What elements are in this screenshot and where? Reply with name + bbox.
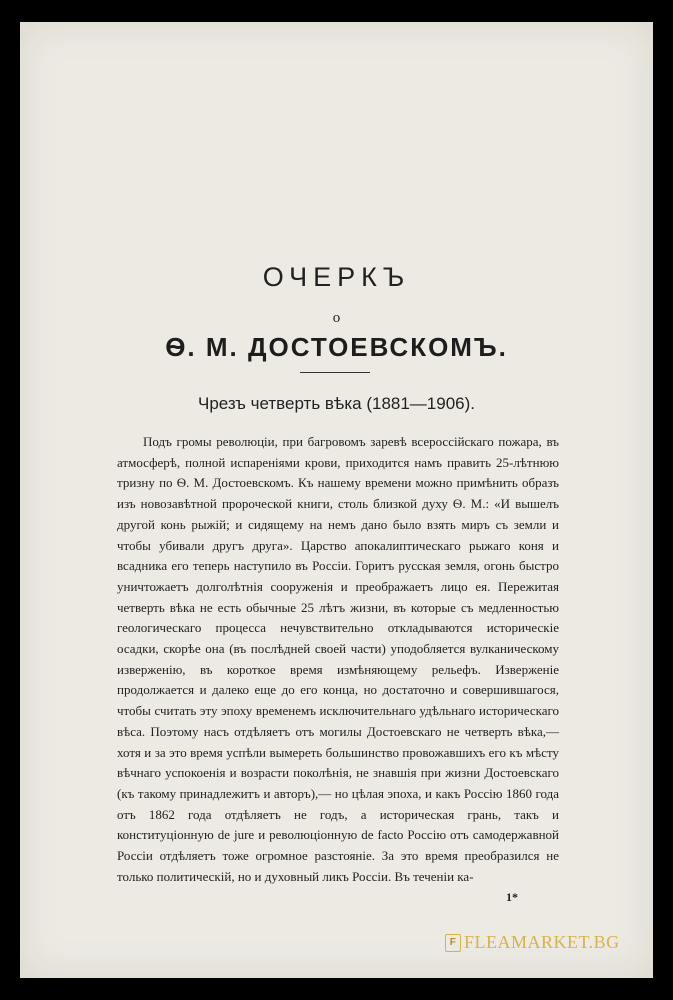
- watermark-logo-icon: F: [445, 934, 461, 952]
- document-title: ОЧЕРКЪ: [262, 262, 411, 292]
- signature-mark: 1*: [506, 890, 518, 904]
- document-subtitle: Чрезъ четверть вѣка (1881—1906).: [197, 394, 476, 413]
- title-subject-name: Ѳ. М. ДОСТОЕВСКОМЪ.: [165, 332, 508, 362]
- document-page: [20, 22, 653, 978]
- title-preposition: о: [332, 310, 341, 326]
- body-paragraph: Подъ громы революціи, при багровомъ заревѣ всероссійскаго пожара, въ атмосферѣ, полной испареніями крови, приходится намъ править 25-лѣтнюю тризну по Ѳ. М. Достоевскомъ. Къ нашему времени можно примѣнить образъ изъ новозавѣтной пророческой книги, столь близкой духу Ѳ. М.: «И вышелъ другой конь рыжій; и сидящему на немъ дано было взять миръ съ земли и чтобы убивали другъ друга». Царство апокалиптическаго рыжаго коня и всадника его теперь наступило въ Россіи. Горитъ русская земля, огонь быстро уничтожаетъ долголѣтнія сооруженія и преображаетъ лицо ея. Пережитая четверть вѣка не есть обычные 25 лѣтъ жизни, въ которые съ медленностью геологическаго процесса нечувствительно откладываются историческіе осадки, скорѣе она (въ послѣдней своей части) уподобляется вулканическому изверженію, въ короткое время измѣняющему рельефъ. Изверженіе продолжается и далеко еще до его конца, но достаточно и совершившагося, чтобы считать эту эпоху временемъ исключительнаго удѣльнаго историческаго вѣса. Поэтому насъ отдѣляетъ отъ могилы Достоевскаго не четверть вѣка,— хотя и за это время успѣли вымереть большинство провожавшихъ его къ мѣсту вѣчнаго успокоенія и возрасти поколѣнія, не знавшія при жизни Достоевскаго (къ такому принадлежитъ и авторъ),— но цѣлая эпоха, и какъ Россію 1860 года отъ 1862 года отдѣляетъ не годъ, а историческая грань, такъ и конституціонную de jure и революціонную de facto Россію отъ самодержавной Россіи отдѣляетъ тоже огромное разстояніе. За это время преобразился не только политическій, но и духовный ликъ Россіи. Въ теченіи ка-: [117, 434, 559, 884]
- watermark-text: FLEAMARKET.BG: [464, 932, 620, 952]
- watermark: [445, 932, 620, 953]
- title-divider: [300, 372, 370, 373]
